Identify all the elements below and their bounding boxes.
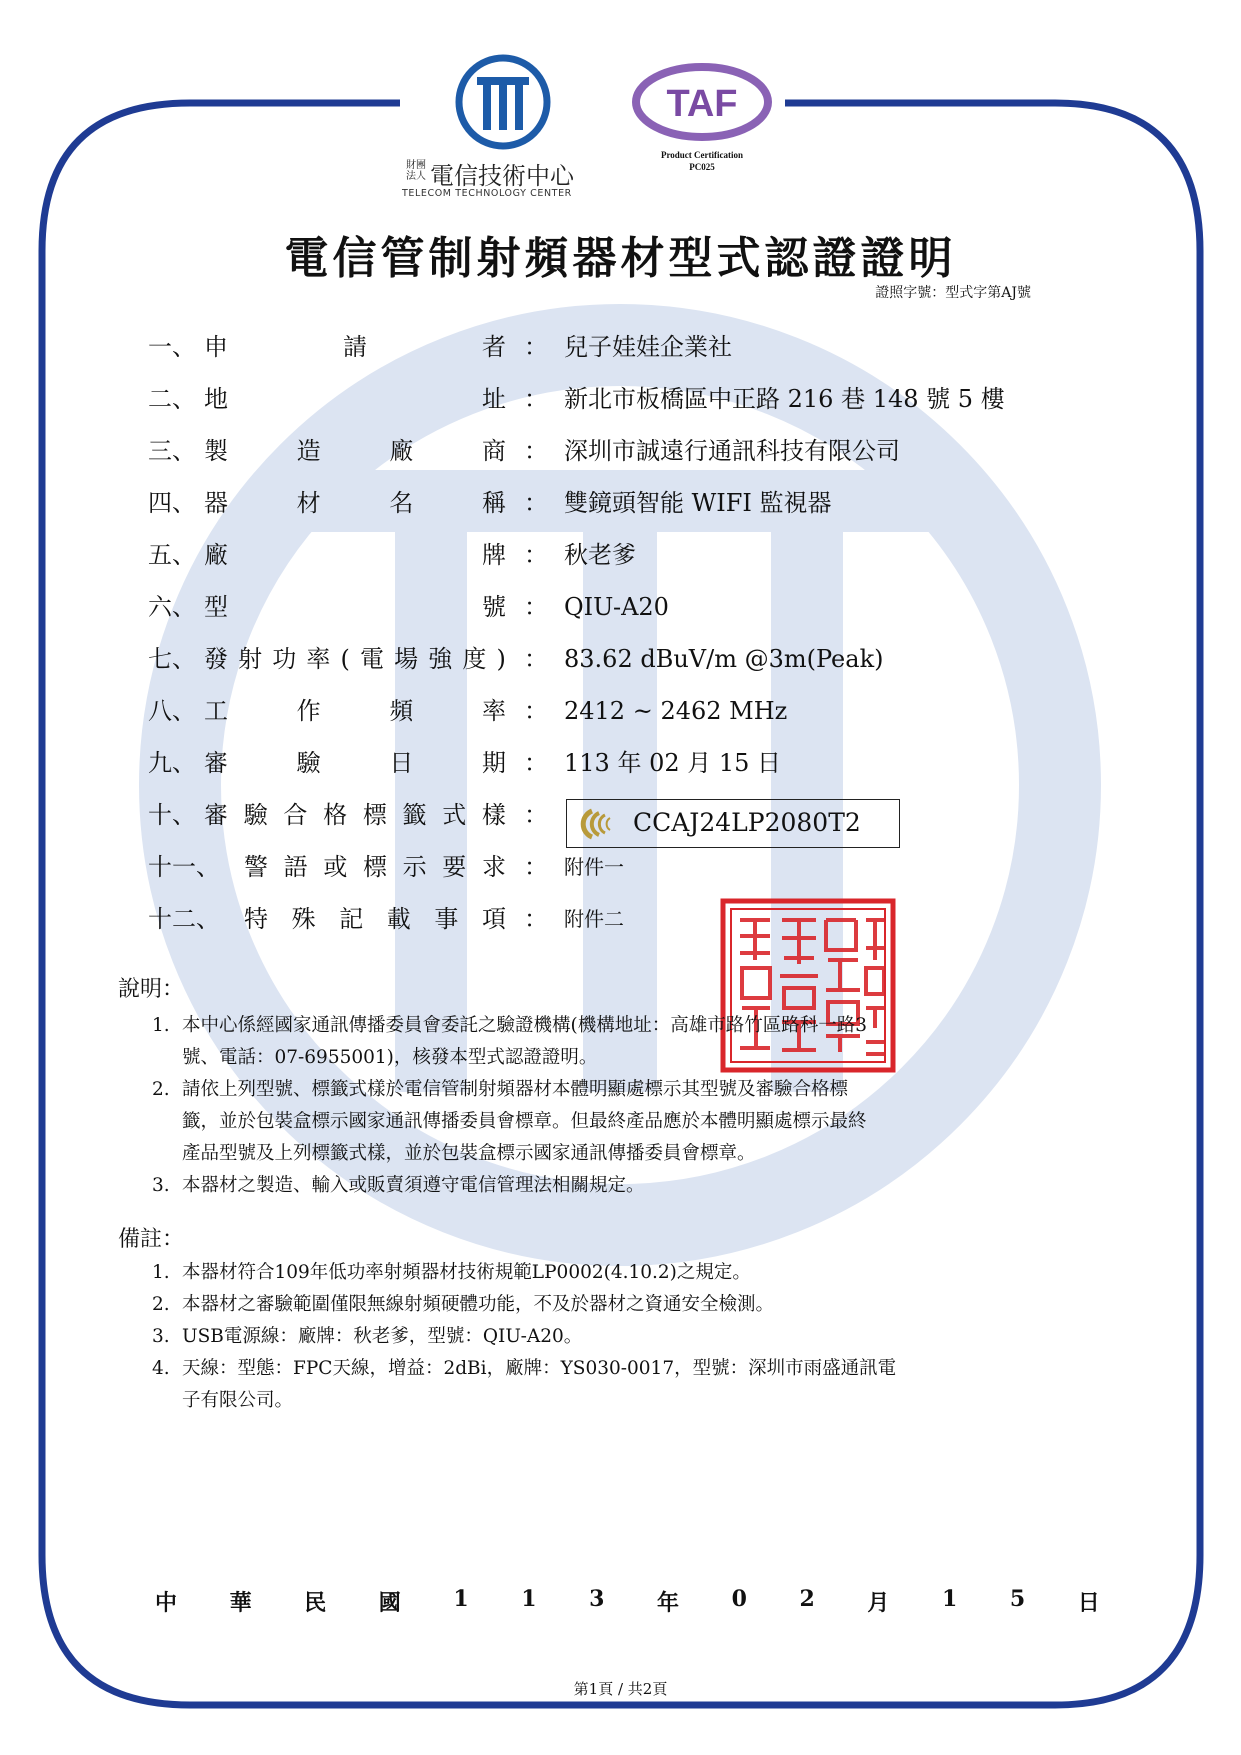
field-colon: ： xyxy=(524,541,548,569)
field-value: 秋老爹 xyxy=(564,541,636,569)
list-item-number: 3. xyxy=(152,1175,170,1196)
list-item-number: 1. xyxy=(152,1262,170,1283)
field-label-char: 製 xyxy=(204,437,228,465)
field-label-char: 審 xyxy=(204,749,228,777)
field-label-char: 電 xyxy=(360,645,384,673)
list-item-line: 本器材之審驗範圍僅限無線射頻硬體功能，不及於器材之資通安全檢測。 xyxy=(182,1294,775,1315)
field-label-char: 者 xyxy=(482,333,506,361)
field-label-char: 廠 xyxy=(389,437,414,465)
page-indicator: 第1頁 / 共2頁 xyxy=(573,1680,668,1698)
field-label-char: 場 xyxy=(394,645,419,673)
field-label-char: 合 xyxy=(283,801,308,829)
list-item-number: 2. xyxy=(152,1294,170,1315)
field-colon: ： xyxy=(524,905,548,933)
date-char: 5 xyxy=(1009,1586,1026,1612)
field-value: 2412 ~ 2462 MHz xyxy=(564,697,788,725)
field-value: 新北市板橋區中正路 216 巷 148 號 5 樓 xyxy=(564,385,1005,413)
field-label-char: 樣 xyxy=(481,801,506,829)
field-label-char: 要 xyxy=(442,853,467,881)
field-label-char: 警 xyxy=(244,853,268,881)
ttc-logo-name: 電信技術中心 xyxy=(430,162,574,190)
ttc-logo-prefix: 財團 法人 xyxy=(406,160,426,182)
date-char: 國 xyxy=(378,1590,401,1616)
field-label-char: 殊 xyxy=(291,905,316,933)
approval-label-box xyxy=(566,799,900,848)
field-label-char: 射 xyxy=(238,645,263,673)
field-colon: ： xyxy=(524,385,548,413)
field-index: 五、 xyxy=(148,541,196,569)
list-item-number: 3. xyxy=(152,1326,170,1347)
field-label-char: 商 xyxy=(481,437,506,465)
field-index: 九、 xyxy=(148,749,196,777)
field-colon: ： xyxy=(524,853,548,881)
field-label-char: 格 xyxy=(323,801,348,829)
field-label-char: 率 xyxy=(481,697,506,725)
field-label-char: 作 xyxy=(296,697,321,725)
field-colon: ： xyxy=(524,645,548,673)
date-char: 1 xyxy=(521,1586,537,1612)
field-label-char: 驗 xyxy=(296,749,321,777)
list-item-line: USB電源線：廠牌：秋老爹，型號：QIU-A20。 xyxy=(182,1326,583,1347)
field-label-char: 審 xyxy=(204,801,228,829)
field-label-char: 稱 xyxy=(481,489,506,517)
approval-label-code: CCAJ24LP2080T2 xyxy=(633,808,861,837)
document-title: 電信管制射頻器材型式認證證明 xyxy=(284,233,957,284)
field-label-char: 項 xyxy=(481,905,506,933)
field-index: 六、 xyxy=(148,593,196,621)
field-label-char: 強 xyxy=(428,645,453,673)
field-index: 四、 xyxy=(148,489,196,517)
field-colon: ： xyxy=(524,489,548,517)
field-label-char: 牌 xyxy=(482,541,506,569)
field-value: 113 年 02 月 15 日 xyxy=(564,749,782,777)
field-value: QIU-A20 xyxy=(564,593,669,621)
field-colon: ： xyxy=(524,801,548,829)
taf-cert-line2: PC025 xyxy=(689,162,715,172)
field-label-char: 請 xyxy=(343,333,367,361)
field-label-char: 特 xyxy=(244,905,268,933)
field-label-char: 式 xyxy=(442,801,467,829)
date-char: 0 xyxy=(731,1586,747,1612)
date-char: 年 xyxy=(657,1590,680,1616)
field-label-char: ( xyxy=(340,645,350,673)
field-label-char: 期 xyxy=(481,749,506,777)
field-label-char: 工 xyxy=(204,697,228,725)
list-item-line: 號、電話：07-6955001)，核發本型式認證證明。 xyxy=(182,1047,598,1068)
date-char: 月 xyxy=(867,1590,890,1616)
list-item-line: 籤，並於包裝盒標示國家通訊傳播委員會標章。但最終產品應於本體明顯處標示最終 xyxy=(182,1111,867,1132)
list-item-line: 子有限公司。 xyxy=(182,1390,294,1411)
date-char: 2 xyxy=(799,1586,815,1612)
field-label-char: 址 xyxy=(482,385,506,413)
field-label-char: 名 xyxy=(389,489,414,517)
field-colon: ： xyxy=(524,333,548,361)
field-value: 兒子娃娃企業社 xyxy=(564,333,732,361)
field-label-char: 申 xyxy=(204,333,228,361)
certificate-number: 證照字號：型式字第AJ號 xyxy=(875,285,1031,301)
field-label-char: 器 xyxy=(204,489,228,517)
field-value: 雙鏡頭智能 WIFI 監視器 xyxy=(564,489,832,517)
field-label-char: 造 xyxy=(296,437,321,465)
field-index: 十一、 xyxy=(148,853,220,881)
ttc-logo-mark xyxy=(453,52,553,152)
date-char: 日 xyxy=(1077,1590,1100,1616)
taf-logo-text: TAF xyxy=(666,83,738,125)
date-char: 華 xyxy=(229,1590,252,1616)
field-index: 三、 xyxy=(148,437,196,465)
field-label-char: 功 xyxy=(272,645,297,673)
field-label-char: 語 xyxy=(283,853,308,881)
field-label-char: 記 xyxy=(339,905,364,933)
field-value: 附件一 xyxy=(564,855,624,879)
ttc-logo-english: TELECOM TECHNOLOGY CENTER xyxy=(402,188,572,199)
field-label-char: 求 xyxy=(481,853,506,881)
date-char: 3 xyxy=(589,1586,605,1612)
field-label-char: 標 xyxy=(362,853,387,881)
field-value: 83.62 dBuV/m @3m(Peak) xyxy=(564,645,884,673)
field-label-char: 示 xyxy=(402,853,427,881)
field-label-char: 號 xyxy=(482,593,506,621)
list-item-number: 1. xyxy=(152,1015,170,1036)
date-char: 中 xyxy=(155,1590,178,1616)
field-value: 附件二 xyxy=(564,907,624,931)
field-label-char: 發 xyxy=(204,645,228,673)
field-label-char: 日 xyxy=(389,749,414,777)
field-colon: ： xyxy=(524,593,548,621)
explanation-heading: 說明： xyxy=(118,977,185,1002)
field-value: 深圳市誠遠行通訊科技有限公司 xyxy=(564,437,900,465)
date-char: 1 xyxy=(942,1586,958,1612)
field-label-char: 或 xyxy=(323,853,348,881)
field-label-char: 頻 xyxy=(389,697,414,725)
field-colon: ： xyxy=(524,437,548,465)
field-label-char: ) xyxy=(496,645,506,673)
field-label-char: 籤 xyxy=(402,801,427,829)
field-index: 十二、 xyxy=(148,905,220,933)
list-item-line: 產品型號及上列標籤式樣，並於包裝盒標示國家通訊傳播委員會標章。 xyxy=(182,1143,756,1164)
list-item-line: 本器材符合109年低功率射頻器材技術規範LP0002(4.10.2)之規定。 xyxy=(182,1262,751,1283)
date-char: 1 xyxy=(453,1586,469,1612)
field-label-char: 標 xyxy=(362,801,387,829)
taf-cert-line1: Product Certification xyxy=(660,150,744,160)
field-label-char: 度 xyxy=(462,645,487,673)
field-label-char: 事 xyxy=(434,905,459,933)
field-label-char: 材 xyxy=(296,489,321,517)
list-item-number: 4. xyxy=(152,1358,170,1379)
ncc-label-icon xyxy=(577,807,617,841)
field-colon: ： xyxy=(524,697,548,725)
field-index: 八、 xyxy=(148,697,196,725)
field-label-char: 載 xyxy=(386,905,411,933)
list-item-number: 2. xyxy=(152,1079,170,1100)
field-index: 一、 xyxy=(148,333,196,361)
list-item-line: 請依上列型號、標籤式樣於電信管制射頻器材本體明顯處標示其型號及審驗合格標 xyxy=(182,1079,849,1100)
field-label-char: 型 xyxy=(204,593,228,621)
ttc-logo xyxy=(388,52,618,202)
issue-date xyxy=(155,1586,1100,1617)
field-label-char: 率 xyxy=(306,645,331,673)
field-label-char: 驗 xyxy=(243,801,268,829)
field-colon: ： xyxy=(524,749,548,777)
field-index: 二、 xyxy=(148,385,196,413)
list-item-line: 天線：型態：FPC天線，增益：2dBi，廠牌：YS030-0017，型號：深圳市雨盛通訊電 xyxy=(182,1358,897,1379)
taf-logo xyxy=(632,62,772,182)
list-item-line: 本器材之製造、輸入或販賣須遵守電信管理法相關規定。 xyxy=(182,1175,645,1196)
field-label-char: 廠 xyxy=(204,541,228,569)
field-label-char: 地 xyxy=(204,385,228,413)
remarks-heading: 備註： xyxy=(118,1227,185,1252)
list-item-line: 本中心係經國家通訊傳播委員會委託之驗證機構(機構地址：高雄市路竹區路科一路3 xyxy=(182,1015,867,1036)
field-index: 七、 xyxy=(148,645,196,673)
field-index: 十、 xyxy=(148,801,196,829)
taf-logo-mark xyxy=(632,62,772,142)
date-char: 民 xyxy=(304,1590,327,1616)
